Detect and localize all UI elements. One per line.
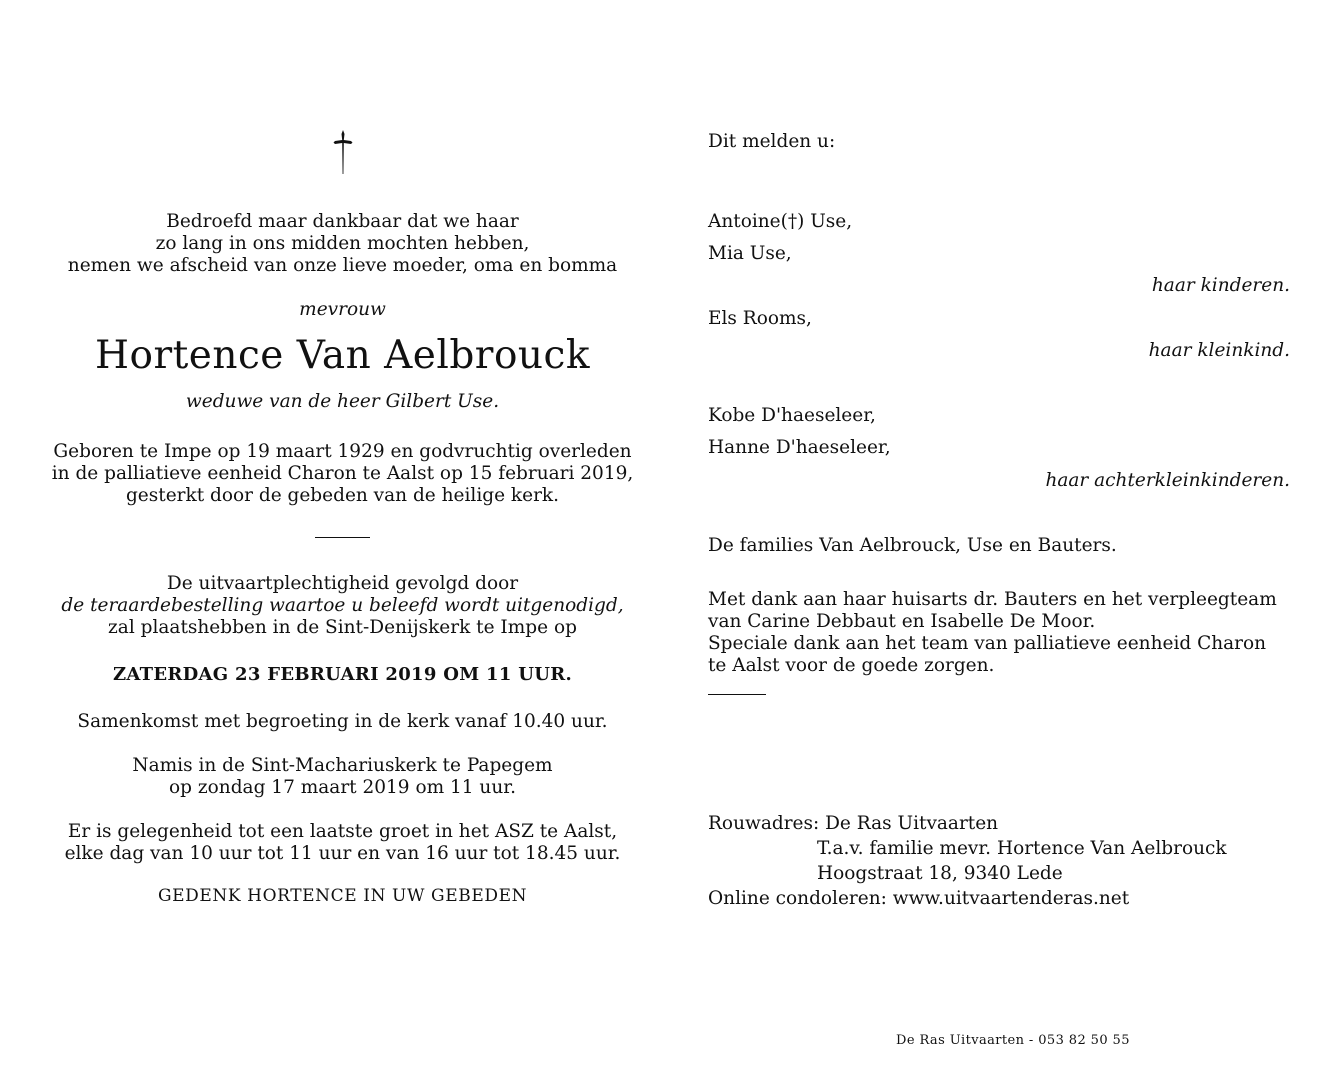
children-name: Mia Use, — [708, 243, 792, 264]
birth-line: in de palliatieve eenheid Charon te Aalst op 15 februari 2019, — [51, 463, 634, 484]
intro-line: nemen we afscheid van onze lieve moeder, oma en bomma — [67, 255, 618, 276]
great-grandchild-name: Hanne D'haeseleer, — [708, 437, 891, 458]
children-label: haar kinderen. — [1151, 275, 1290, 296]
salutation: mevrouw — [299, 299, 386, 320]
grandchild-label: haar kleinkind. — [1148, 340, 1290, 361]
intro-line: zo lang in ons midden mochten hebben, — [155, 233, 530, 254]
great-grandchildren-label: haar achterkleinkinderen. — [1045, 470, 1290, 491]
deceased-name: Hortence Van Aelbrouck — [94, 333, 591, 378]
divider — [708, 694, 766, 695]
divider — [315, 537, 370, 538]
widow-of: weduwe van de heer Gilbert Use. — [185, 391, 500, 412]
farewell-line: Er is gelegenheid tot een laatste groet in het ASZ te Aalst, — [67, 821, 618, 842]
thanks-line: Speciale dank aan het team van palliatieve eenheid Charon — [708, 633, 1267, 654]
namis-line: op zondag 17 maart 2019 om 11 uur. — [169, 777, 516, 798]
address-label: Rouwadres: De Ras Uitvaarten — [708, 813, 999, 834]
announce-text: Dit melden u: — [708, 131, 836, 152]
footer-text: De Ras Uitvaarten - 053 82 50 55 — [896, 1033, 1130, 1048]
thanks-line: Met dank aan haar huisarts dr. Bauters en het verpleegteam — [708, 589, 1277, 610]
families-text: De families Van Aelbrouck, Use en Bauters. — [708, 535, 1117, 556]
remember-text: GEDENK HORTENCE IN UW GEBEDEN — [157, 886, 528, 906]
online-condolence — [708, 886, 1290, 911]
thanks-text — [708, 589, 1290, 677]
ceremony-line: de teraardebestelling waartoe u beleefd wordt uitgenodigd, — [61, 595, 624, 616]
address-line: Hoogstraat 18, 9340 Lede — [817, 863, 1063, 884]
latin-cross-icon — [330, 128, 356, 176]
children-name: Antoine(†) Use, — [708, 211, 853, 232]
gathering-text: Samenkomst met begroeting in de kerk vanaf 10.40 uur. — [77, 711, 608, 732]
thanks-line: van Carine Debbaut en Isabelle De Moor. — [708, 611, 1096, 632]
online-label: Online condoleren: — [708, 888, 893, 909]
address-block — [708, 811, 1290, 911]
ceremony-line: zal plaatshebben in de Sint-Denijskerk te Impe op — [108, 617, 577, 638]
birth-death-text — [40, 441, 645, 507]
ceremony-date: ZATERDAG 23 FEBRUARI 2019 OM 11 UUR. — [112, 664, 573, 685]
ceremony-text — [40, 573, 645, 639]
grandchild-name: Els Rooms, — [708, 308, 812, 329]
intro-line: Bedroefd maar dankbaar dat we haar — [166, 211, 519, 232]
birth-line: Geboren te Impe op 19 maart 1929 en godvruchtig overleden — [53, 441, 632, 462]
great-grandchild-name: Kobe D'haeseleer, — [708, 405, 876, 426]
farewell-text — [40, 821, 645, 865]
ceremony-line: De uitvaartplechtigheid gevolgd door — [166, 573, 519, 594]
intro-text — [40, 211, 645, 277]
farewell-line: elke dag van 10 uur tot 11 uur en van 16 uur tot 18.45 uur. — [64, 843, 621, 864]
namis-text — [40, 755, 645, 799]
online-url[interactable]: www.uitvaartenderas.net — [892, 888, 1130, 909]
namis-line: Namis in de Sint-Machariuskerk te Papegem — [132, 755, 553, 776]
birth-line: gesterkt door de gebeden van de heilige kerk. — [125, 485, 560, 506]
thanks-line: te Aalst voor de goede zorgen. — [708, 655, 995, 676]
address-line: T.a.v. familie mevr. Hortence Van Aelbrouck — [817, 838, 1227, 859]
